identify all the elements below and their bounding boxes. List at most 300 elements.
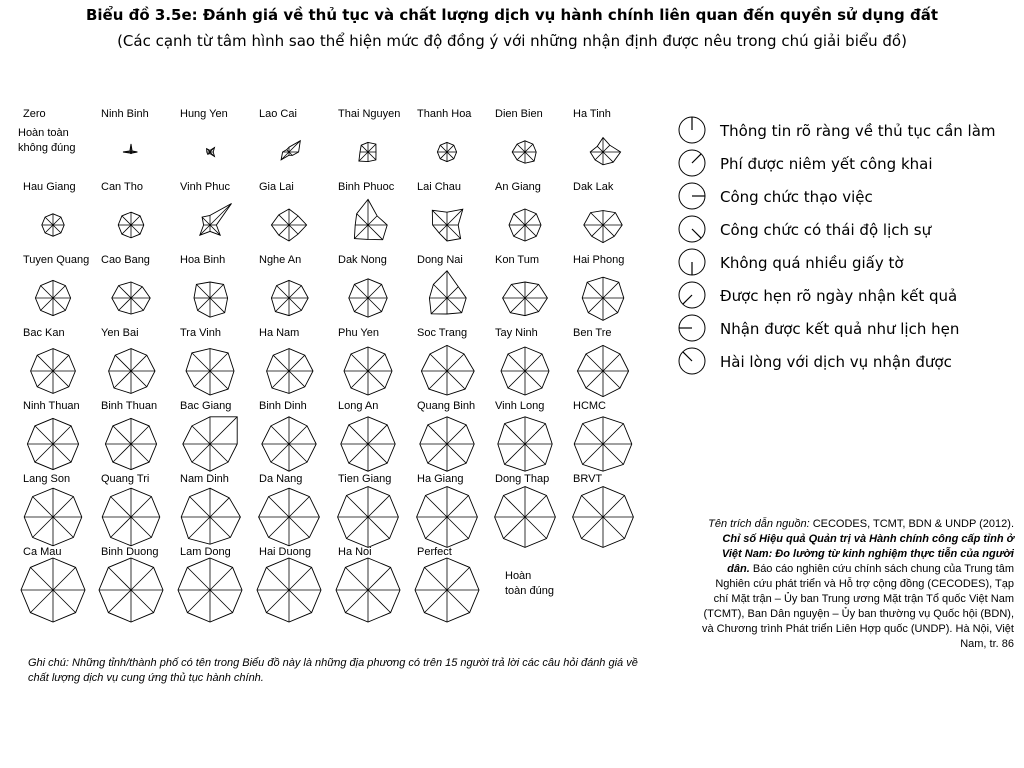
- star-spoke: [114, 371, 131, 388]
- star-plot: [354, 199, 387, 239]
- star-spoke: [347, 517, 369, 539]
- star-spoke: [37, 371, 53, 387]
- star-plot: [336, 558, 400, 622]
- star-spoke: [210, 590, 233, 613]
- star-spoke: [368, 284, 382, 298]
- star-spoke: [525, 214, 536, 225]
- star-spoke: [432, 210, 447, 225]
- star-spoke: [368, 216, 377, 225]
- star-plot: [24, 488, 82, 546]
- chart-title: Biểu đồ 3.5e: Đánh giá về thủ tục và chất lượng dịch vụ hành chính liên quan đến quyền sử dụng đất: [85, 6, 939, 24]
- legend-label: Được hẹn rõ ngày nhận kết quả: [720, 287, 958, 305]
- star-spoke: [587, 282, 603, 298]
- star-spoke: [426, 496, 448, 518]
- legend-key-icon: [676, 347, 710, 377]
- star-spoke: [111, 497, 131, 517]
- star-spoke: [504, 517, 526, 539]
- star-plot: [420, 417, 474, 471]
- star-spoke: [354, 284, 368, 298]
- star-plot: [437, 142, 456, 161]
- star-spoke: [210, 284, 224, 298]
- star-plot: [35, 280, 70, 315]
- province-label: Dong Nai: [417, 254, 463, 266]
- star-spoke: [603, 371, 620, 388]
- star-spoke: [41, 286, 53, 298]
- source-text-2: Báo cáo nghiên cứu chính sách chung của Trung tâm Nghiên cứu phát triển và Hỗ trợ cộng đồng (CECODES), Tạp chí Mặt trận – Ủy ban Trung ương Mặt trận Tổ quốc Việt Nam (TCMT), Ban Dân nguyện – Ủy ban thường vụ Quốc hội (BDN), và Chương trình Phát triển Liên Hợp quốc (UNDP). Hà Nội, Việt Nam, tr. 86: [701, 563, 1014, 650]
- star-spoke: [525, 444, 545, 464]
- star-spoke: [508, 354, 525, 371]
- legend-key-icon: [676, 149, 710, 179]
- province-label: HCMC: [573, 400, 606, 412]
- star-spoke: [289, 298, 301, 310]
- star-spoke: [354, 225, 368, 239]
- star-spoke: [603, 424, 623, 444]
- star-spoke: [447, 287, 458, 298]
- star-spoke: [289, 567, 312, 590]
- star-spoke: [424, 567, 447, 590]
- star-outline: [590, 138, 620, 165]
- star-spoke: [289, 497, 309, 517]
- province-label: Dong Thap: [495, 473, 550, 485]
- star-plot: [194, 282, 228, 317]
- legend-item: [676, 116, 1016, 149]
- star-spoke: [53, 444, 71, 462]
- star-spoke: [35, 444, 53, 462]
- star-plot: [512, 141, 536, 163]
- star-spoke: [210, 444, 228, 462]
- star-spoke: [45, 225, 53, 233]
- star-spoke: [115, 355, 131, 371]
- star-plot: [577, 345, 628, 396]
- star-spoke: [586, 354, 603, 371]
- star-spoke: [525, 225, 536, 236]
- star-spoke: [210, 417, 237, 444]
- province-label: Dien Bien: [495, 108, 543, 120]
- star-spoke: [131, 216, 140, 225]
- star-spoke: [447, 496, 469, 518]
- province-label: Bac Giang: [180, 400, 232, 412]
- star-spoke: [289, 426, 307, 444]
- star-spoke: [349, 444, 368, 463]
- province-label: Lao Cai: [259, 108, 297, 120]
- star-spoke: [210, 567, 233, 590]
- star-spoke: [131, 497, 151, 517]
- star-spoke: [289, 517, 309, 537]
- star-spoke: [368, 425, 387, 444]
- star-plot: [573, 487, 634, 548]
- star-spoke: [361, 145, 368, 152]
- province-label: Da Nang: [259, 473, 303, 485]
- source-text-1: CECODES, TCMT, BDN & UNDP (2012).: [809, 518, 1014, 530]
- province-label: Tien Giang: [338, 473, 392, 485]
- star-plot: [501, 347, 549, 395]
- star-spoke: [53, 497, 73, 517]
- star-spoke: [122, 216, 131, 225]
- star-spoke: [368, 444, 387, 463]
- star-spoke: [447, 298, 462, 313]
- star-spoke: [603, 213, 615, 225]
- star-spoke: [53, 298, 65, 310]
- province-label: Cao Bang: [101, 254, 150, 266]
- star-spoke: [131, 287, 142, 298]
- province-label: Ha Giang: [417, 473, 464, 485]
- star-spoke: [131, 225, 140, 234]
- star-spoke: [447, 152, 454, 159]
- star-spoke: [603, 354, 620, 371]
- star-plot: [349, 279, 387, 317]
- star-spoke: [279, 225, 289, 235]
- star-spoke: [603, 298, 618, 313]
- province-label: Soc Trang: [417, 327, 468, 339]
- star-plot: [584, 211, 622, 243]
- star-spoke: [279, 215, 289, 225]
- star-spoke: [603, 225, 614, 236]
- star-outline: [429, 271, 466, 314]
- star-spoke: [351, 354, 368, 371]
- star-plot: [186, 349, 234, 395]
- star-spoke: [525, 371, 542, 388]
- star-spoke: [426, 517, 448, 539]
- star-spoke: [447, 145, 454, 152]
- star-spoke: [35, 426, 53, 444]
- star-spoke: [277, 286, 289, 298]
- province-label: Can Tho: [101, 181, 143, 193]
- province-label: Binh Thuan: [101, 400, 158, 412]
- star-spoke: [603, 517, 625, 539]
- perfect-label: Hoàn toàn đúng: [505, 570, 554, 597]
- star-spoke: [447, 425, 466, 444]
- star-plot: [359, 142, 376, 161]
- star-spoke: [131, 567, 154, 590]
- legend-key-icon: [676, 248, 710, 278]
- star-spoke: [583, 424, 603, 444]
- star-spoke: [53, 225, 61, 233]
- province-label: Quang Tri: [101, 473, 150, 485]
- star-spoke: [368, 354, 385, 371]
- star-spoke: [275, 298, 289, 312]
- star-plot: [574, 417, 632, 471]
- legend-key-icon: [676, 215, 710, 245]
- star-spoke: [113, 444, 131, 462]
- star-plot: [503, 282, 548, 316]
- province-label: Hau Giang: [23, 181, 76, 193]
- star-spoke: [347, 496, 369, 518]
- province-label: Tra Vinh: [180, 327, 221, 339]
- star-plot: [105, 418, 156, 469]
- star-spoke: [517, 152, 525, 160]
- star-spoke: [271, 426, 289, 444]
- legend-key-spoke: [683, 295, 692, 304]
- star-spoke: [210, 498, 229, 517]
- star-spoke: [272, 371, 289, 388]
- province-label: Vinh Phuc: [180, 181, 230, 193]
- star-spoke: [428, 425, 447, 444]
- source-prefix: Tên trích dẫn nguồn:: [708, 518, 810, 530]
- zero-label: Hoàn toàn không đúng: [18, 127, 76, 154]
- star-plot: [109, 349, 155, 394]
- star-spoke: [525, 144, 533, 152]
- star-spoke: [525, 354, 542, 371]
- star-spoke: [447, 354, 464, 371]
- star-spoke: [349, 425, 368, 444]
- star-spoke: [447, 444, 466, 463]
- province-label: Perfect: [417, 546, 452, 558]
- legend-label: Thông tin rõ ràng về thủ tục cần làm: [720, 122, 996, 140]
- legend-item: [676, 347, 1016, 380]
- star-plot: [200, 204, 232, 236]
- province-label: Thai Nguyen: [338, 108, 401, 120]
- star-spoke: [131, 590, 154, 613]
- star-plot: [415, 558, 479, 622]
- star-spoke: [108, 567, 131, 590]
- star-spoke: [269, 497, 289, 517]
- star-plot: [259, 488, 320, 546]
- star-spoke: [187, 590, 210, 613]
- legend-item: [676, 281, 1016, 314]
- star-spoke: [192, 353, 210, 371]
- star-spoke: [289, 590, 312, 613]
- star-spoke: [289, 216, 298, 225]
- legend-label: Công chức thạo việc: [720, 188, 873, 206]
- province-label: Hai Duong: [259, 546, 311, 558]
- star-plot: [271, 280, 308, 315]
- province-label: Thanh Hoa: [417, 108, 472, 120]
- star-plot: [341, 417, 395, 471]
- star-spoke: [368, 225, 383, 240]
- province-label: Ha Nam: [259, 327, 300, 339]
- province-label: Zero: [23, 108, 46, 120]
- star-spoke: [33, 497, 53, 517]
- province-label: Gia Lai: [259, 181, 294, 193]
- legend-item: [676, 314, 1016, 347]
- star-spoke: [603, 444, 623, 464]
- star-spoke: [429, 371, 447, 389]
- province-label: Ben Tre: [573, 327, 612, 339]
- star-spoke: [582, 517, 604, 539]
- star-spoke: [447, 590, 470, 613]
- star-plot: [118, 212, 144, 238]
- star-plot: [432, 209, 463, 241]
- star-spoke: [354, 298, 368, 312]
- star-plot: [257, 558, 321, 622]
- star-spoke: [198, 298, 210, 310]
- legend-key-spoke: [683, 352, 692, 361]
- star-spoke: [131, 298, 143, 310]
- star-spoke: [210, 353, 228, 371]
- legend-key-icon: [676, 182, 710, 212]
- province-label: Ninh Thuan: [23, 400, 80, 412]
- source-citation: [700, 517, 1014, 652]
- province-label: Hung Yen: [180, 108, 228, 120]
- star-spoke: [269, 517, 289, 537]
- star-spoke: [595, 152, 603, 160]
- star-spoke: [525, 496, 547, 518]
- legend-key-spoke: [692, 229, 701, 238]
- province-label: Yen Bai: [101, 327, 139, 339]
- star-spoke: [53, 426, 71, 444]
- star-spoke: [525, 298, 539, 312]
- star-spoke: [505, 444, 525, 464]
- star-spoke: [586, 371, 603, 388]
- legend-key-icon: [676, 281, 710, 311]
- star-spoke: [210, 298, 225, 313]
- star-spoke: [357, 214, 368, 225]
- star-spoke: [122, 225, 131, 234]
- star-plot: [181, 488, 240, 544]
- star-spoke: [439, 225, 447, 233]
- legend-key-icon: [676, 314, 710, 344]
- star-spoke: [510, 298, 525, 313]
- star-spoke: [504, 496, 526, 518]
- star-spoke: [289, 371, 305, 387]
- star-plot: [421, 345, 474, 395]
- star-spoke: [368, 567, 391, 590]
- star-spoke: [111, 517, 131, 537]
- star-spoke: [131, 426, 149, 444]
- legend-label: Phí được niêm yết công khai: [720, 155, 933, 173]
- star-plot: [429, 271, 466, 314]
- star-plot: [42, 214, 64, 236]
- star-plot: [262, 417, 316, 471]
- source-title: Chỉ số Hiệu quả Quản trị và Hành chính công cấp tỉnh ở Việt Nam: Đo lường từ kinh nghiệm thực tiễn của người dân.: [721, 533, 1014, 575]
- star-plot: [102, 488, 160, 546]
- chart-subtitle: (Các cạnh từ tâm hình sao thể hiện mức độ đồng ý với những nhận định được nêu trong chú giải biểu đồ): [117, 32, 907, 50]
- star-plot: [417, 487, 478, 548]
- star-spoke: [190, 497, 210, 517]
- star-spoke: [192, 444, 210, 462]
- province-label: Lang Son: [23, 473, 71, 485]
- star-plot: [31, 349, 76, 394]
- star-spoke: [525, 424, 545, 444]
- star-plot: [112, 282, 150, 314]
- star-plot: [271, 209, 306, 241]
- star-plot: [582, 277, 624, 320]
- star-spoke: [447, 517, 469, 539]
- footnote: Ghi chú: Những tỉnh/thành phố có tên trong Biểu đồ này là những địa phương có trên 15 người trả lời các câu hỏi đánh giá về chất lượng dịch vụ cung ứng thủ tục hành chính.: [28, 657, 638, 684]
- star-spoke: [37, 355, 53, 371]
- star-spoke: [514, 225, 525, 236]
- star-spoke: [508, 371, 525, 388]
- star-spoke: [351, 371, 368, 388]
- star-spoke: [525, 284, 539, 298]
- star-spoke: [131, 517, 151, 537]
- legend-label: Công chức có thái độ lịch sự: [720, 221, 932, 239]
- star-spoke: [440, 152, 447, 159]
- legend-label: Hài lòng với dịch vụ nhận được: [720, 353, 952, 371]
- province-label: Lam Dong: [180, 546, 231, 558]
- star-spoke: [289, 355, 305, 371]
- province-label: Vinh Long: [495, 400, 545, 412]
- star-spoke: [53, 567, 76, 590]
- star-spoke: [368, 517, 390, 539]
- province-label: Binh Phuoc: [338, 181, 395, 193]
- star-spoke: [271, 444, 289, 462]
- province-label: Ha Noi: [338, 546, 372, 558]
- star-plot: [178, 558, 242, 622]
- star-spoke: [210, 371, 228, 389]
- star-spoke: [113, 426, 131, 444]
- star-spoke: [517, 144, 525, 152]
- legend: [676, 116, 1016, 380]
- star-spoke: [597, 146, 603, 152]
- star-spoke: [210, 517, 230, 537]
- star-spoke: [131, 371, 147, 387]
- province-label: Long An: [338, 400, 379, 412]
- star-spoke: [53, 217, 61, 225]
- star-spoke: [583, 444, 603, 464]
- star-spoke: [447, 371, 465, 389]
- star-spoke: [273, 355, 289, 371]
- star-spoke: [210, 204, 232, 226]
- star-spoke: [440, 145, 447, 152]
- star-spoke: [266, 567, 289, 590]
- star-spoke: [428, 444, 447, 463]
- star-spoke: [603, 145, 610, 152]
- star-plot: [267, 349, 313, 394]
- star-spoke: [187, 567, 210, 590]
- legend-label: Nhận được kết quả như lịch hẹn: [720, 320, 960, 338]
- province-label: Phu Yen: [338, 327, 379, 339]
- province-label: Lai Chau: [417, 181, 462, 193]
- province-label: Dak Lak: [573, 181, 614, 193]
- star-plot: [344, 347, 392, 395]
- star-spoke: [368, 152, 376, 160]
- star-plot: [27, 418, 78, 469]
- star-spoke: [424, 590, 447, 613]
- province-label: Dak Nong: [338, 254, 387, 266]
- star-spoke: [368, 371, 385, 388]
- star-spoke: [511, 284, 525, 298]
- star-spoke: [53, 355, 69, 371]
- star-spoke: [368, 496, 390, 518]
- province-label: Ha Tinh: [573, 108, 611, 120]
- star-spoke: [41, 298, 53, 310]
- star-spoke: [525, 517, 547, 539]
- star-spoke: [192, 426, 210, 444]
- star-spoke: [194, 371, 210, 387]
- star-spoke: [345, 590, 368, 613]
- legend-item: [676, 215, 1016, 248]
- star-spoke: [525, 152, 534, 161]
- star-spoke: [431, 298, 447, 314]
- star-spoke: [603, 152, 613, 162]
- star-spoke: [603, 282, 619, 298]
- star-spoke: [53, 286, 65, 298]
- province-label: Hoa Binh: [180, 254, 226, 266]
- star-spoke: [131, 355, 147, 371]
- star-spoke: [582, 496, 604, 518]
- star-spoke: [433, 284, 447, 298]
- province-label: An Giang: [495, 181, 541, 193]
- star-plot: [338, 487, 399, 548]
- province-label: Hai Phong: [573, 254, 625, 266]
- province-label: Ninh Binh: [101, 108, 149, 120]
- province-label: Tuyen Quang: [23, 254, 90, 266]
- star-plot: [509, 209, 541, 241]
- star-spoke: [119, 298, 131, 310]
- province-label: Ca Mau: [23, 546, 62, 558]
- star-spoke: [266, 590, 289, 613]
- star-plot: [207, 148, 215, 157]
- star-plot: [281, 141, 300, 160]
- province-label: BRVT: [573, 473, 603, 485]
- province-label: Tay Ninh: [495, 327, 538, 339]
- star-spoke: [33, 517, 53, 537]
- star-spoke: [430, 354, 447, 371]
- star-spoke: [447, 567, 470, 590]
- star-spoke: [603, 496, 625, 518]
- legend-label: Không quá nhiều giấy tờ: [720, 254, 904, 272]
